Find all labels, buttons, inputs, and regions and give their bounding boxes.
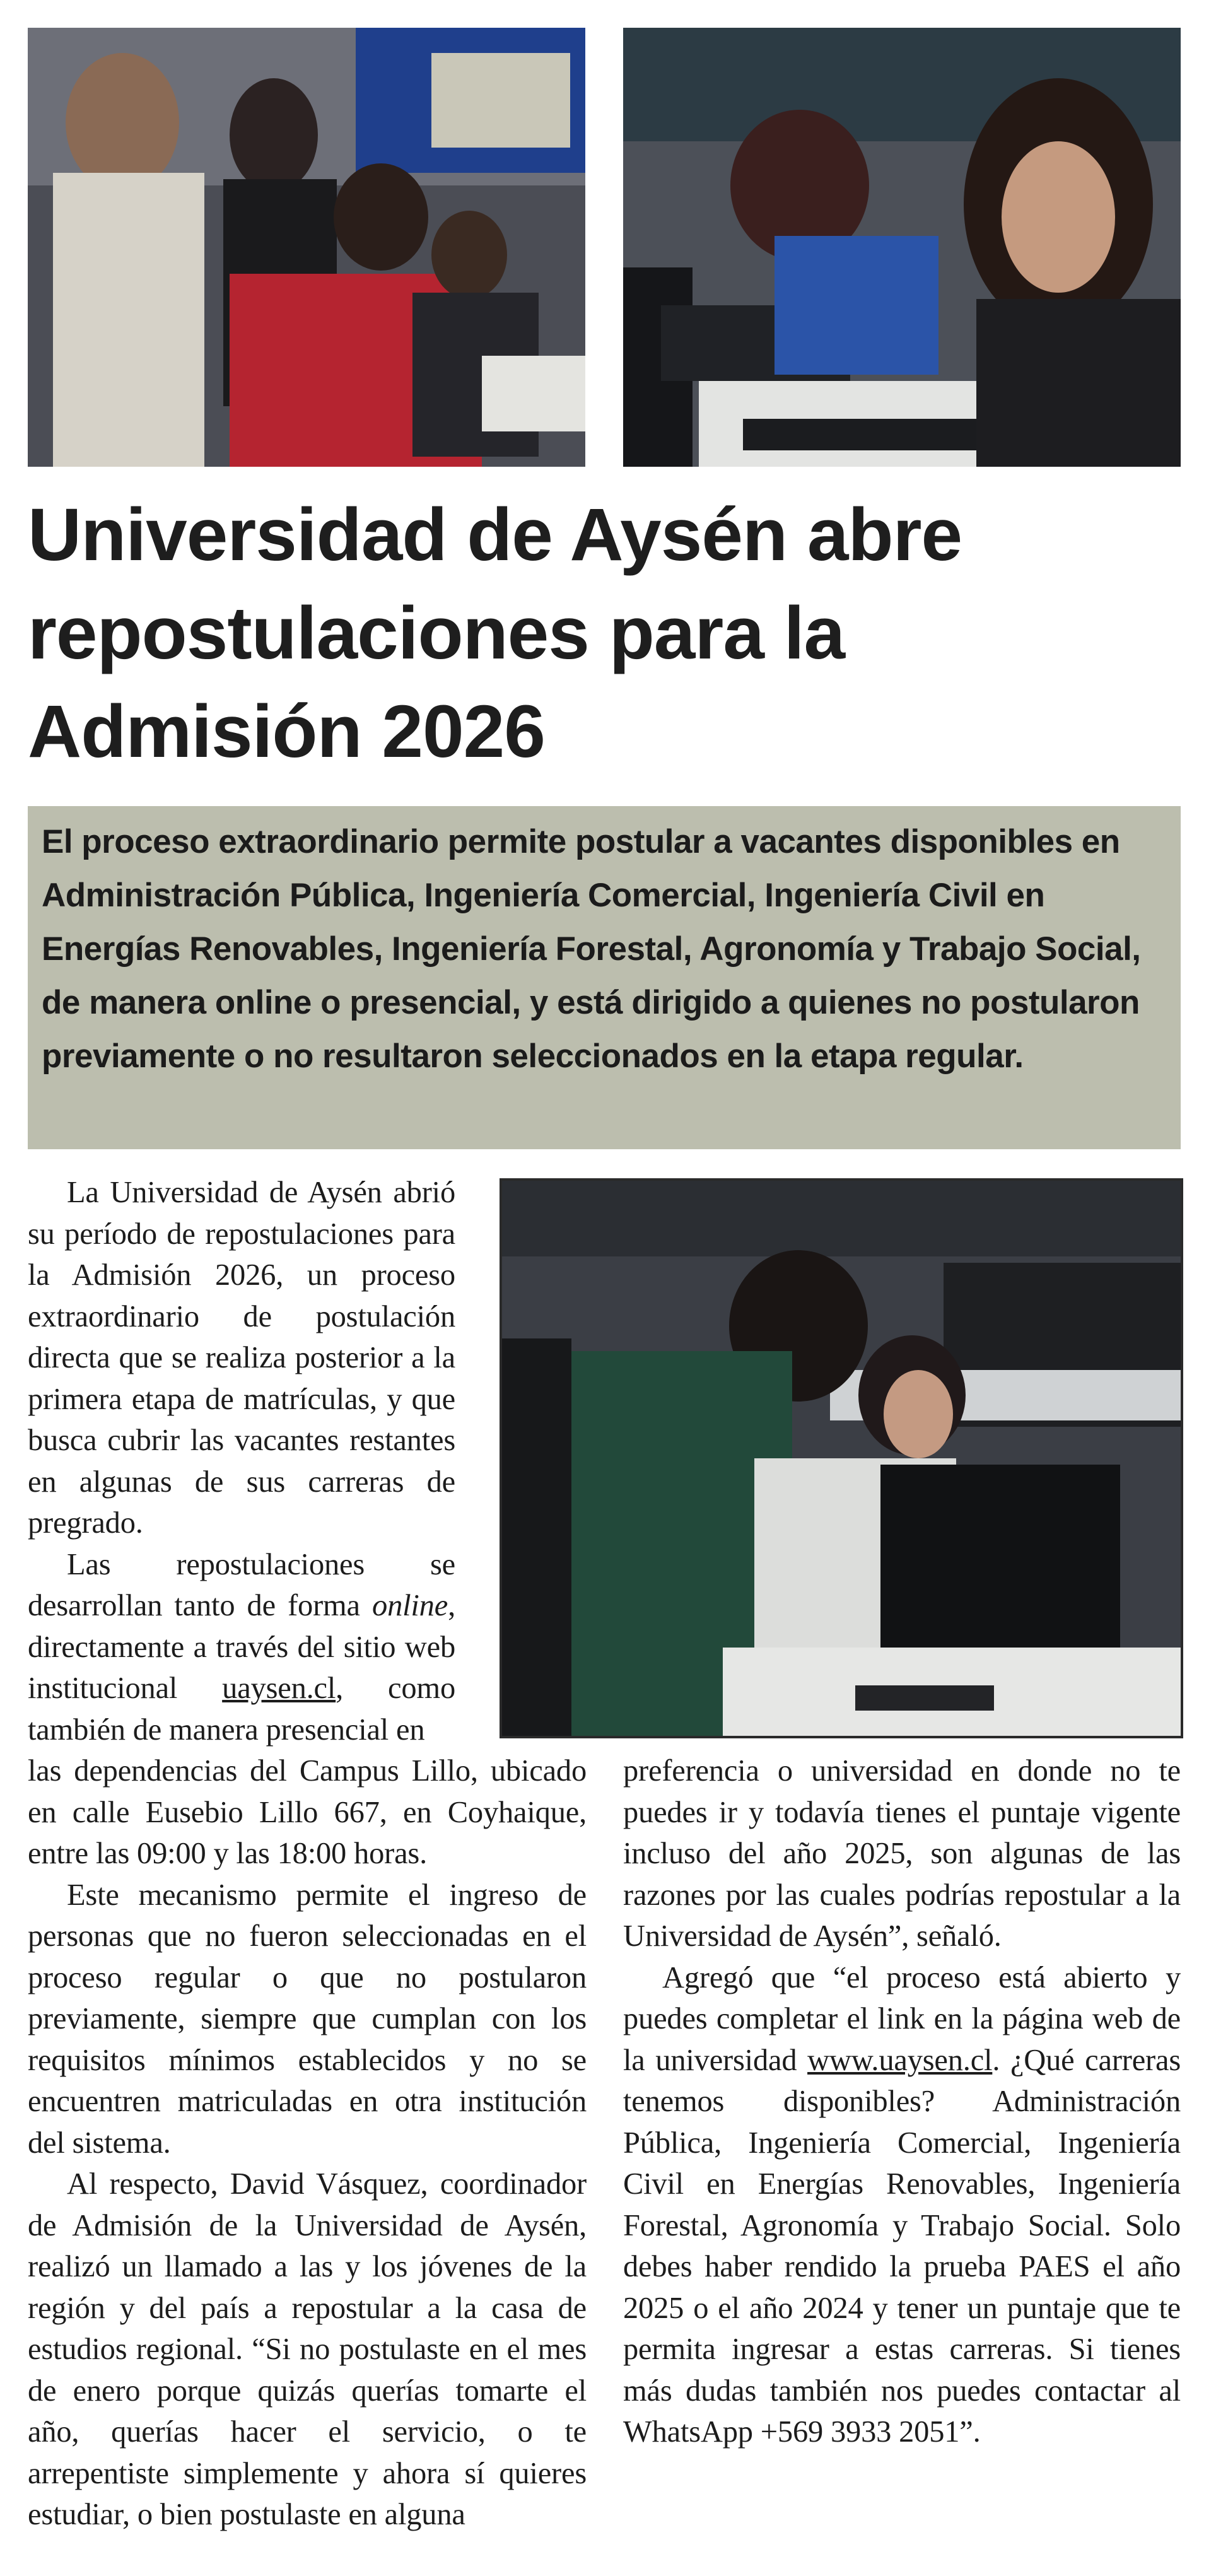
lede-text: El proceso extraordinario permite postular a vacantes disponibles en Administración Pública, Ingeniería Comercial, Ingeniería Civil en Energías Renovables, Ingeniería Forestal, Agronomía y Trabajo Social, de manera online o presencial, y está dirigido a quienes no postularon previamente o no resultaron seleccionados en la etapa regular. <box>42 823 1141 1075</box>
paragraph-campus: las dependencias del Campus Lillo, ubicado en calle Eusebio Lillo 667, en Coyhaique, entre las 09:00 y las 18:00 horas. <box>28 1754 587 1870</box>
www-uaysen-link[interactable]: www.uaysen.cl <box>807 2043 993 2077</box>
uaysen-link[interactable]: uaysen.cl <box>222 1671 336 1705</box>
paragraph-online-mid: , directamente a través del sitio web institucional <box>28 1589 455 1705</box>
paragraph-quote: Al respecto, David Vásquez, coordinador de Admisión de la Universidad de Aysén, realizó un llamado a las y los jóvenes de la región y del país a repostular a la casa de estudios regional. “Si no postulaste en el mes de enero porque quizás querías tomarte el año, querías hacer el servicio, o te arrepentiste simplemente y ahora sí quieres estudiar, o bien postulaste en alguna <box>28 2167 587 2531</box>
paragraph-closing-end: . ¿Qué carreras tenemos disponibles? Administración Pública, Ingeniería Comercial, Ingeniería Civil en Energías Renovables, Ingeniería Forestal, Agronomía y Trabajo Social. Solo debes haber rendido la prueba PAES el año 2025 o el año 2024 y tener un puntaje que te permita ingresar a estas carreras. Si tienes más dudas también nos puedes contactar al WhatsApp +569 3933 2051”. <box>623 2043 1181 2449</box>
photo-top-left <box>28 28 585 467</box>
paragraph-closing <box>623 1957 1181 2453</box>
photo-students-monitor <box>500 1178 1183 1738</box>
article-column-left <box>28 1750 587 2536</box>
paragraph-intro: La Universidad de Aysén abrió su período de repostulaciones para la Admisión 2026, un proceso extraordinario de postulación directa que se realiza posterior a la primera etapa de matrículas, y que busca cubrir las vacantes restantes en algunas de sus carreras de pregrado. <box>28 1176 455 1540</box>
paragraph-closing-start: Agregó que “el proceso está abierto y puedes completar el link en la página web de la universidad <box>623 1960 1181 2077</box>
lede-box <box>28 806 1181 1149</box>
paragraph-quote-cont: preferencia o universidad en donde no te puedes ir y todavía tienes el puntaje vigente incluso del año 2025, son algunas de las razones por las cuales podrías repostular a la Universidad de Aysén”, señaló. <box>623 1754 1181 1953</box>
paragraph-mechanism: Este mecanismo permite el ingreso de personas que no fueron seleccionadas en el proceso regular o que no postularon previamente, siempre que cumplan con los requisitos mínimos establecidos y no se encuentren matriculadas en otra institución del sistema. <box>28 1878 587 2160</box>
paragraph-online-end: , como también de manera presencial en <box>28 1671 455 1747</box>
online-word: online <box>372 1589 448 1622</box>
headline: Universidad de Aysén abre repostulaciones para la Admisión 2026 <box>28 493 962 773</box>
article-column-upper <box>28 1172 455 1750</box>
article-column-right <box>623 1750 1181 2453</box>
paragraph-online-start: Las repostulaciones se desarrollan tanto de forma <box>28 1547 455 1622</box>
paragraph-online <box>28 1544 455 1751</box>
photo-top-right <box>623 28 1181 467</box>
